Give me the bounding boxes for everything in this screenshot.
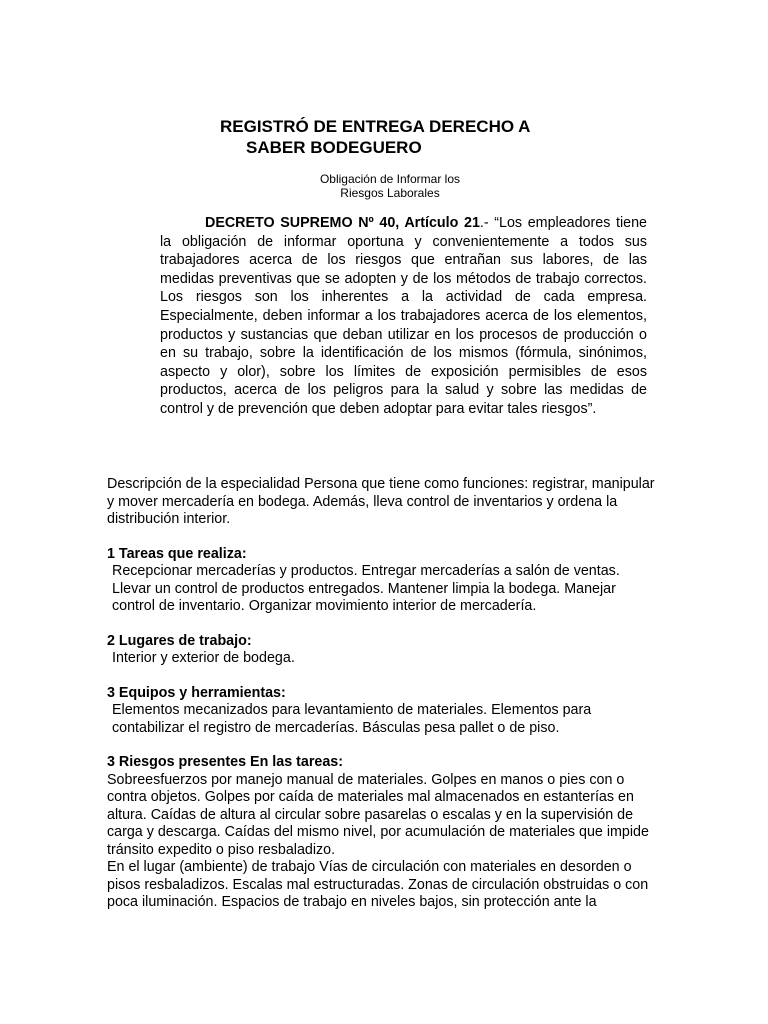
- section-heading: 1 Tareas que realiza:: [107, 545, 247, 562]
- decree-reference: DECRETO SUPREMO Nº 40, Artículo 21: [205, 215, 480, 231]
- document-title: [220, 116, 530, 158]
- section-heading: 2 Lugares de trabajo:: [107, 632, 252, 649]
- section-text: Sobreesfuerzos por manejo manual de materiales. Golpes en manos o pies con o contra objetos. Golpes por caída de materiales mal almacenados en estanterías en altura. Caídas de altura al circular sobre pasarelas o escalas y en la supervisión de carga y descarga. Caídas del mismo nivel, por acumulación de materiales que impide tránsito expedito o piso resbaladizo.: [107, 771, 649, 858]
- title-line-1: REGISTRÓ DE ENTREGA DERECHO A: [220, 117, 531, 136]
- section-text-continued: En el lugar (ambiente) de trabajo Vías de circulación con materiales en desorden o pisos resbaladizos. Escalas mal estructuradas. Zonas de circulación obstruidas o con poca iluminación. Espacios de trabajo en niveles bajos, sin protección ante la: [107, 859, 649, 910]
- section-risks: [107, 754, 662, 912]
- section-heading: 3 Equipos y herramientas:: [107, 684, 286, 701]
- subtitle-line-1: Obligación de Informar los: [319, 172, 461, 186]
- section-text: Elementos mecanizados para levantamiento de materiales. Elementos para contabilizar el registro de mercaderías. Básculas pesa pallet o de piso.: [112, 702, 592, 736]
- title-line-2: SABER BODEGUERO: [246, 138, 422, 157]
- section-text: Interior y exterior de bodega.: [112, 650, 295, 666]
- decree-text: .- “Los empleadores tiene la obligación de informar oportuna y convenientemente a todos sus trabajadores acerca de los riesgos que entrañan sus labores, de las medidas preventivas que se adopten y de los métodos de trabajo correctos. Los riesgos son los inherentes a la actividad de cada empresa. Especialmente, deben informar a los trabajadores acerca de los elementos, productos y sustancias que deban utilizar en los procesos de producción o en su trabajo, sobre la identificación de los mismos (fórmula, sinónimos, aspecto y olor), sobre los límites de exposición permisibles de esos productos, acerca de los peligros para la salud y sobre las medidas de control y de prevención que deben adoptar para evitar tales riesgos”.: [160, 215, 648, 417]
- subtitle-line-2: Riesgos Laborales: [340, 186, 440, 200]
- section-heading: 3 Riesgos presentes En las tareas:: [107, 754, 344, 770]
- section-tasks: [107, 546, 662, 616]
- decree-paragraph: [160, 214, 647, 419]
- description-paragraph: Descripción de la especialidad Persona que tiene como funciones: registrar, manipular y mover mercadería en bodega. Además, lleva control de inventarios y ordena la distribución interior.: [107, 476, 655, 527]
- section-workplaces: [107, 633, 662, 668]
- document-body: [107, 476, 662, 912]
- section-equipment: [107, 685, 662, 738]
- section-text: Recepcionar mercaderías y productos. Entregar mercaderías a salón de ventas. Llevar un control de productos entregados. Mantener limpia la bodega. Manejar control de inventario. Organizar movimiento interior de mercadería.: [112, 563, 620, 614]
- document-subtitle: [300, 172, 480, 200]
